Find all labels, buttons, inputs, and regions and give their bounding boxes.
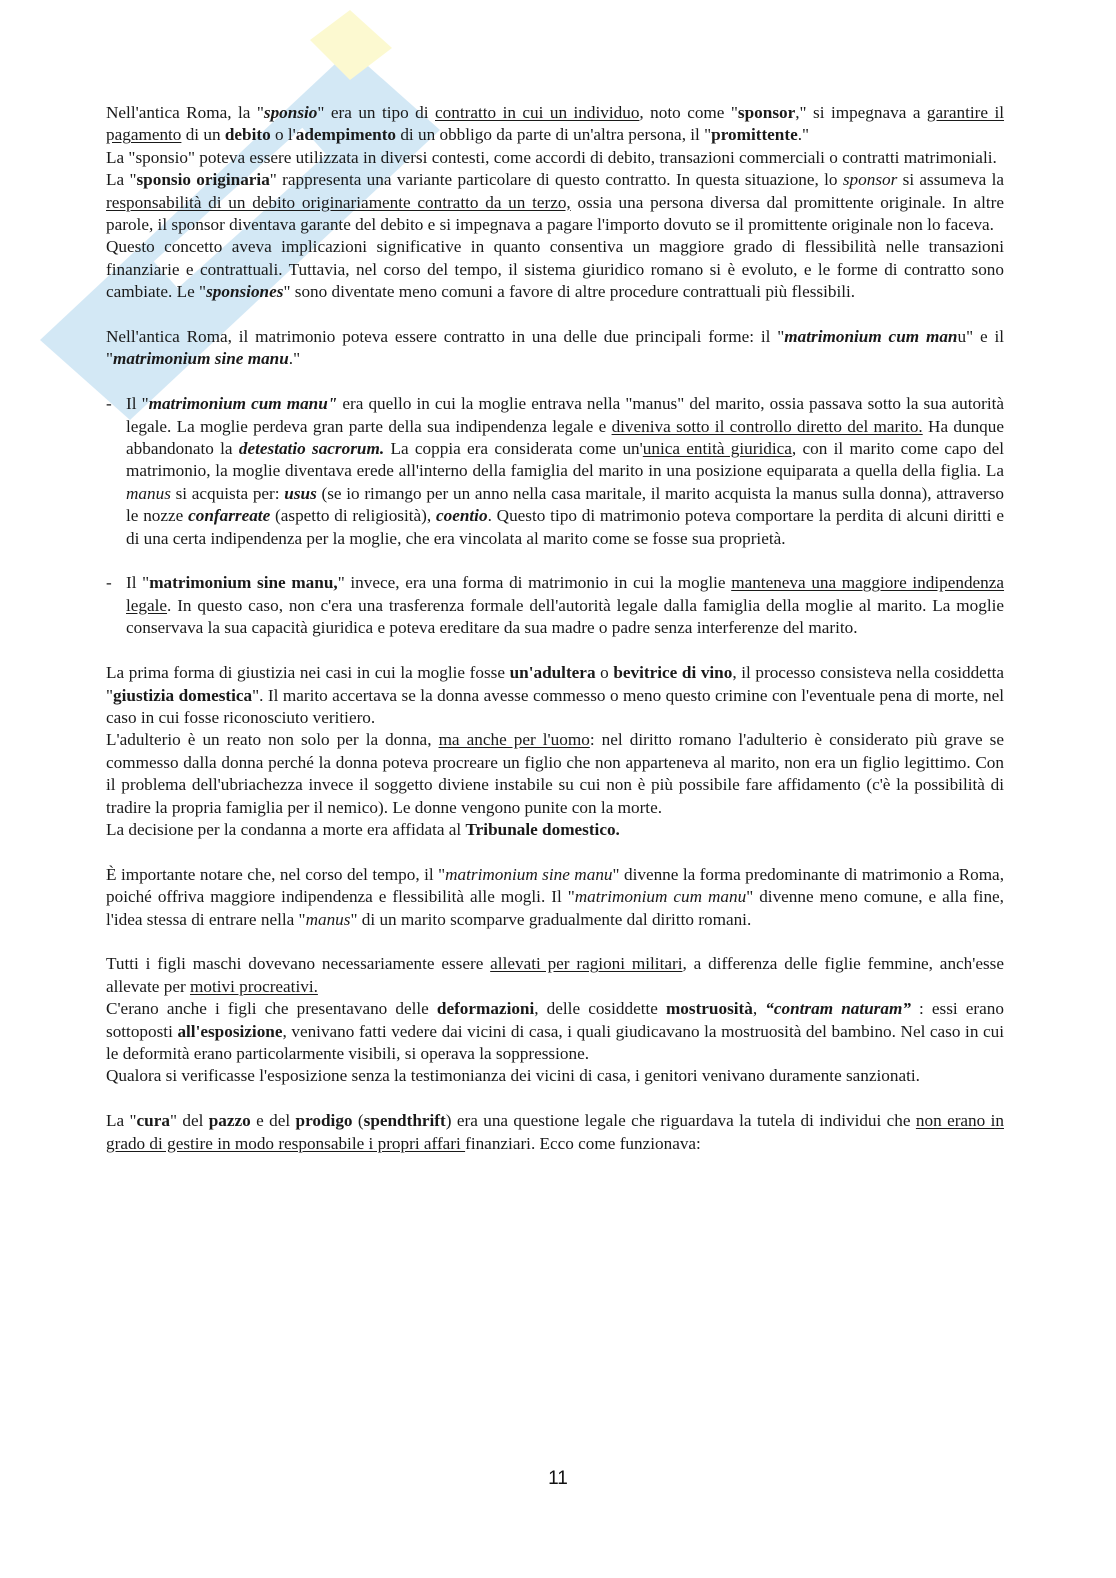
paragraph-sponsiones: Questo concetto aveva implicazioni significative in quanto consentiva un maggiore grado di flessibilità nelle transazioni finanziarie e contrattuali. Tuttavia, nel corso del tempo, il sistema giuridico romano si è evoluto, e le forme di contratto sono cambiate. Le "sponsiones" sono diventate meno comuni a favore di altre procedure contrattuali più flessibili. [106,237,1004,302]
spacer [106,550,1004,572]
bullet-dash: - [106,573,112,593]
spacer [106,371,1004,393]
paragraph-adulterio: L'adulterio è un reato non solo per la donna, ma anche per l'uomo: nel diritto romano l'adulterio è considerato più grave se commesso dalla donna perché la donna poteva procreare un figlio che non apparteneva al marito, non era un figlio legittimo. Con il problema dell'ubriachezza invece il soggetto diviene instabile su cui non è più possibile fare affidamento (c'è la possibilità di tradire la propria famiglia per il nemico). Le donne vengono punite con la morte. [106,730,1004,817]
paragraph-cura: La "cura" del pazzo e del prodigo (spendthrift) era una questione legale che riguardava la tutela di individui che non erano in grado di gestire in modo responsabile i propri affari finanziari. Ecco come funzionava: [106,1111,1004,1153]
document-body [106,102,1004,1155]
spacer [106,841,1004,863]
paragraph-sanzioni: Qualora si verificasse l'esposizione senza la testimonianza dei vicini di casa, i genitori venivano duramente sanzionati. [106,1066,920,1086]
paragraph-sponsio-definition: Nell'antica Roma, la "sponsio" era un tipo di contratto in cui un individuo, noto come "sponsor," si impegnava a garantire il pagamento di un debito o l'adempimento di un obbligo da parte di un'altra persona, il "promittente." [106,103,1005,145]
spacer [106,304,1004,326]
list-item-cum-manu [106,393,1004,550]
paragraph-matrimonio-forms: Nell'antica Roma, il matrimonio poteva essere contratto in una delle due principali forme: il "matrimonium cum manu" e il "matrimonium sine manu." [106,327,1004,369]
paragraph-sponsio-contexts: La "sponsio" poteva essere utilizzata in diversi contesti, come accordi di debito, transazioni commerciali o contratti matrimoniali. [106,147,997,167]
paragraph-giustizia-domestica: La prima forma di giustizia nei casi in cui la moglie fosse un'adultera o bevitrice di vino, il processo consisteva nella cosiddetta "giustizia domestica". Il marito accertava se la donna avesse commesso o meno questo crimine con l'eventuale pena di morte, nel caso in cui fosse riconosciuto veritiero. [106,663,1004,727]
bullet-text: Il "matrimonium cum manu" era quello in cui la moglie entrava nella "manus" del marito, ossia passava sotto la sua autorità legale. La moglie perdeva gran parte della sua indipendenza legale e diveniva sotto il controllo diretto del marito. Ha dunque abbandonato la detestatio sacrorum. La coppia era considerata come un'unica entità giuridica, con il marito come capo del matrimonio, la moglie diventava erede all'interno della famiglia del marito in una posizione equiparata a quella della figlia. La manus si acquista per: usus (se io rimango per un anno nella casa maritale, il marito acquista la manus sulla donna), attraverso le nozze confarreate (aspetto di religiosità), coentio. Questo tipo di matrimonio poteva comportare la perdita di alcuni diritti e di una certa indipendenza per la moglie, che era vincolata al marito come se fosse sua proprietà. [126,394,1005,548]
spacer [106,640,1004,662]
paragraph-evoluzione: È importante notare che, nel corso del tempo, il "matrimonium sine manu" divenne la forma predominante di matrimonio a Roma, poiché offriva maggiore indipendenza e flessibilità alle mogli. Il "matrimonium cum manu" divenne meno comune, e alla fine, l'idea stessa di entrare nella "manus" di un marito scomparve gradualmente dal diritto romani. [106,864,1004,929]
paragraph-tribunale: La decisione per la condanna a morte era affidata al Tribunale domestico. [106,819,620,839]
paragraph-sponsio-originaria: La "sponsio originaria" rappresenta una variante particolare di questo contratto. In questa situazione, lo sponsor si assumeva la responsabilità di un debito originariamente contratto da un terzo, ossia una persona diversa dal promittente originale. In altre parole, il sponsor diventava garante del debito e si impegnava a pagare l'importo dovuto se il promittente originale non lo faceva. [106,170,1004,235]
paragraph-deformazioni: C'erano anche i figli che presentavano delle deformazioni, delle cosiddette mostruosità, “contram naturam” : essi erano sottoposti all'esposizione, venivano fatti vedere dai vicini di casa, i quali giudicavano la mostruosità del bambino. Nel caso in cui le deformità erano particolarmente visibili, si operava la soppressione. [106,999,1004,1063]
spacer [106,1088,1004,1110]
bullet-dash: - [106,394,112,414]
list-item-sine-manu [106,572,1004,639]
page-number: 11 [548,1468,568,1489]
bullet-text: Il "matrimonium sine manu," invece, era una forma di matrimonio in cui la moglie manteneva una maggiore indipendenza legale. In questo caso, non c'era una trasferenza formale dell'autorità legale dalla famiglia della moglie al marito. La moglie conservava la sua capacità giuridica e poteva ereditare da sua madre o padre senza interferenze del marito. [126,573,1005,638]
spacer [106,931,1004,953]
paragraph-figli: Tutti i figli maschi dovevano necessariamente essere allevati per ragioni militari, a differenza delle figlie femmine, anch'esse allevate per motivi procreativi. [106,954,1004,996]
